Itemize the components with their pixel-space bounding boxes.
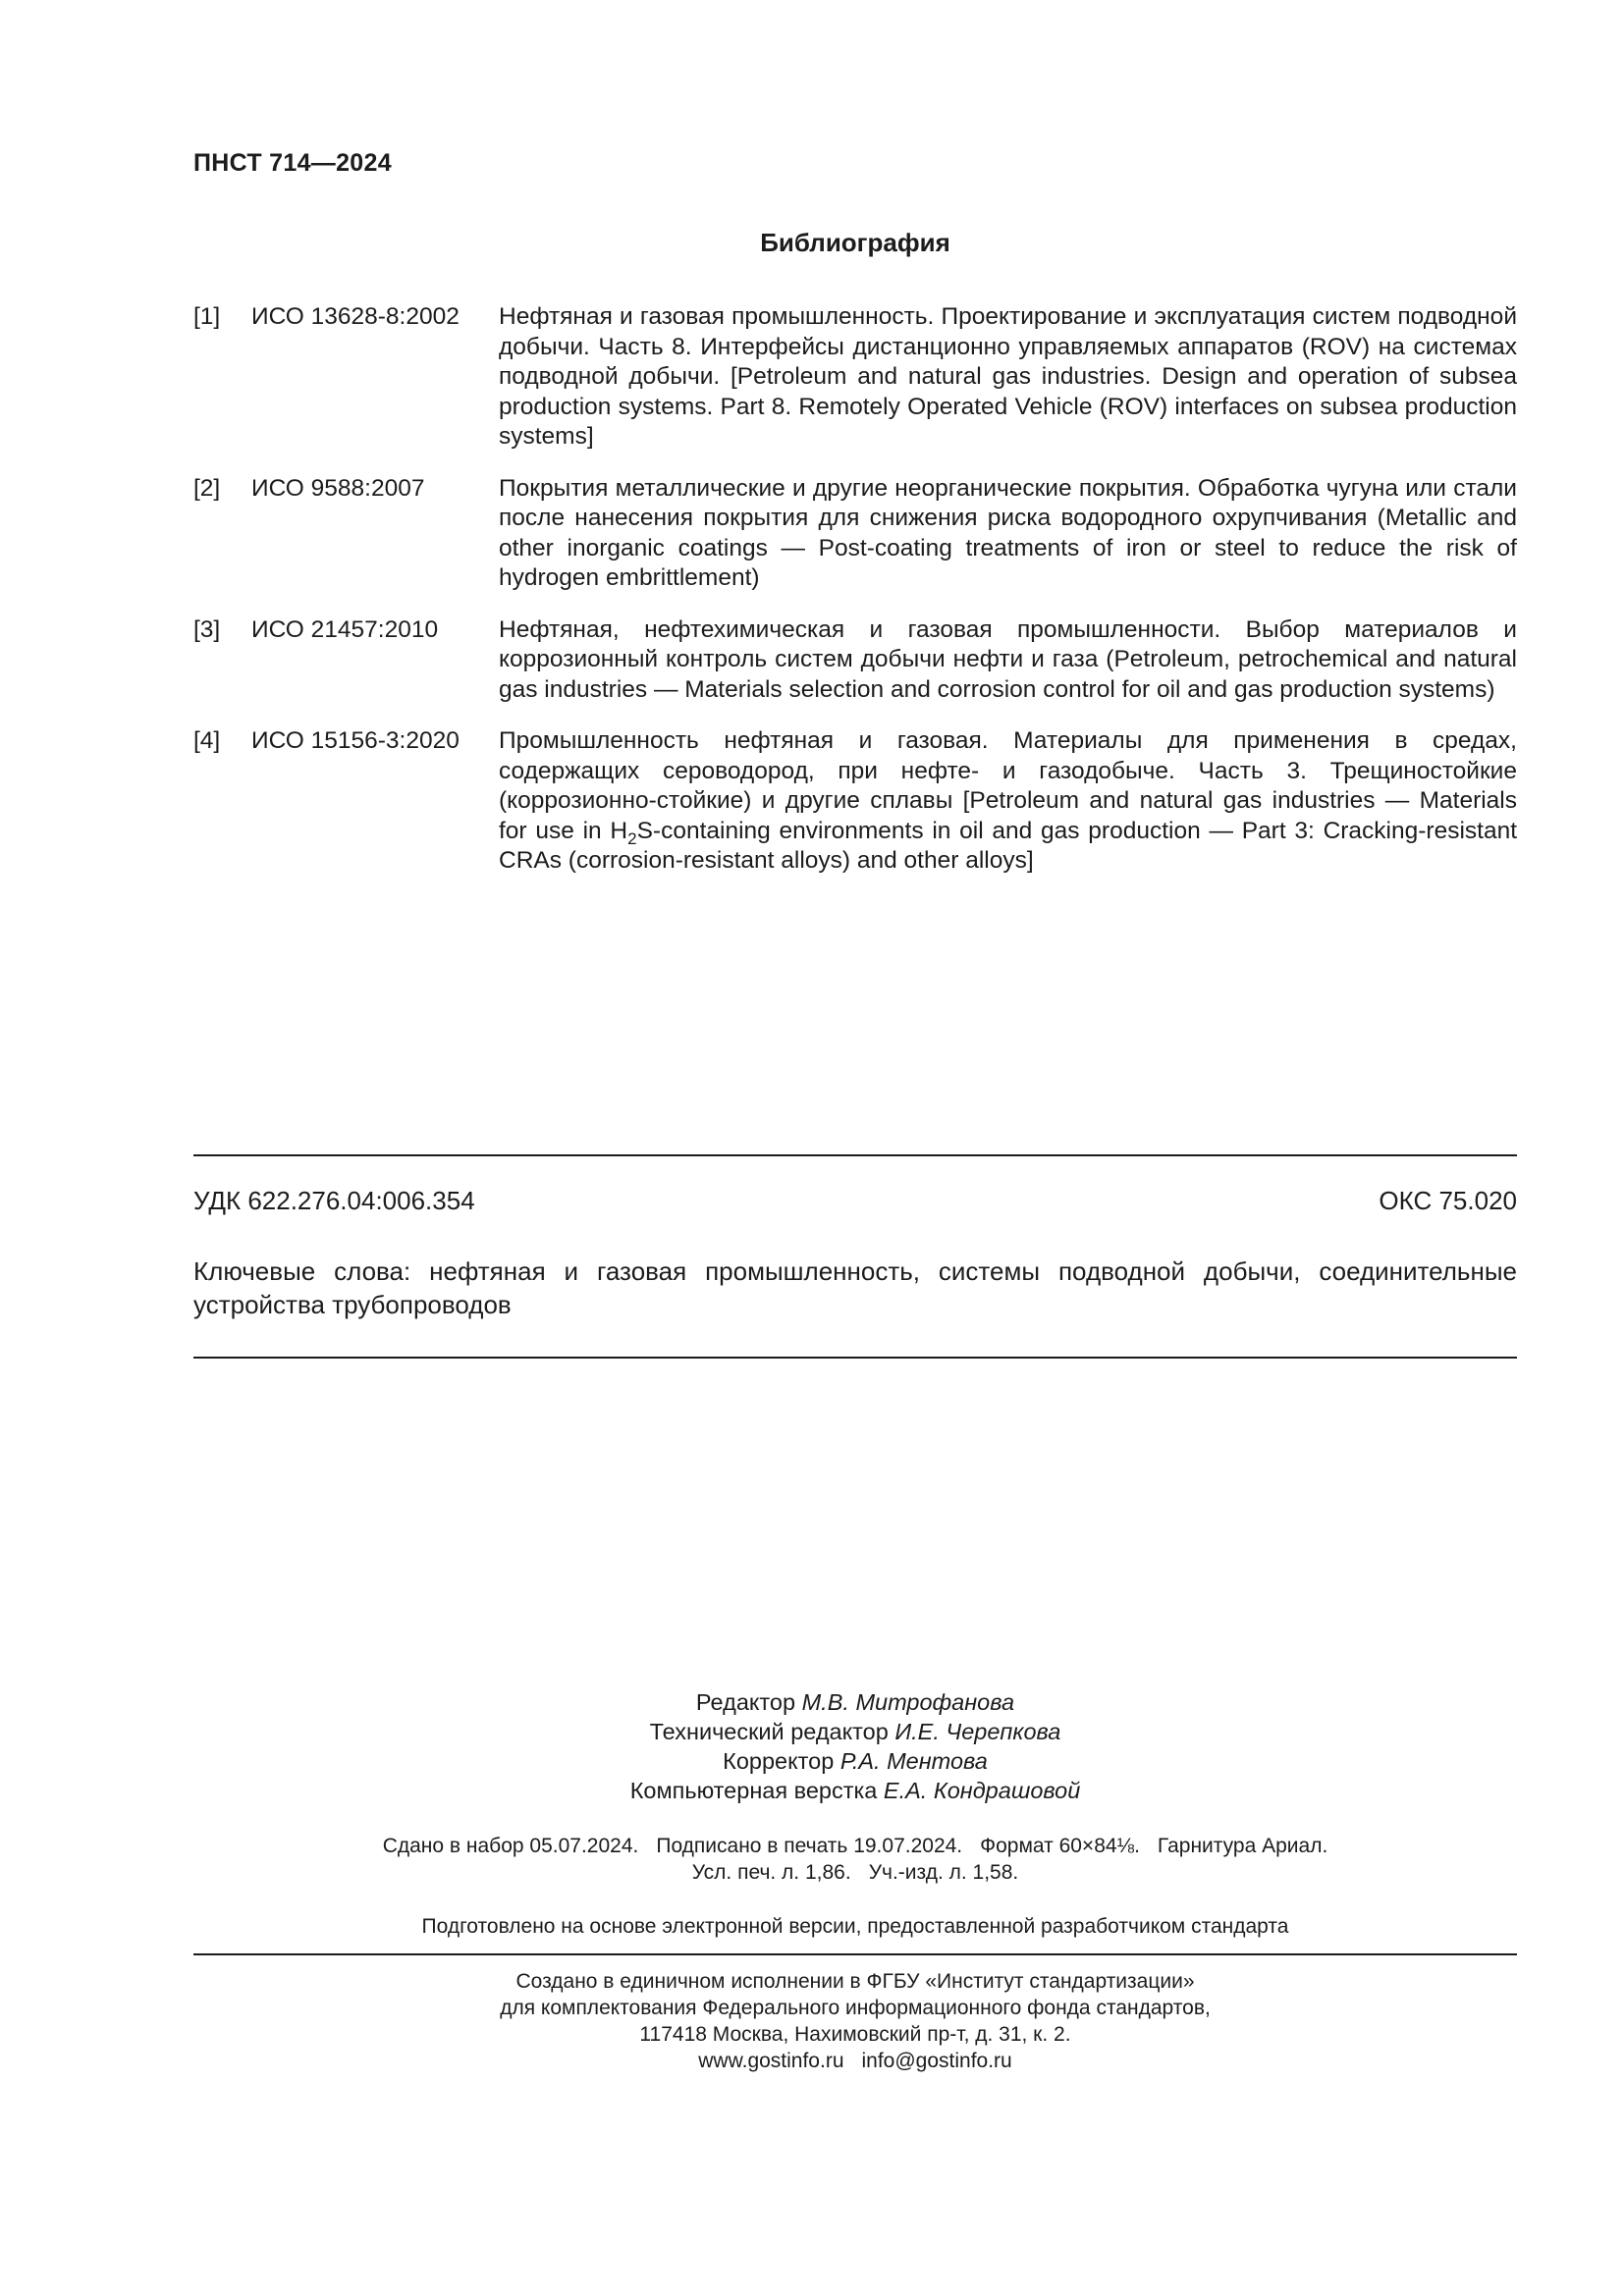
print-info-line	[193, 1833, 1517, 1859]
credit-name: Е.А. Кондрашовой	[883, 1778, 1081, 1803]
credit-role: Редактор	[695, 1689, 796, 1715]
credit-name: М.В. Митрофанова	[801, 1689, 1015, 1715]
submitted-date: Сдано в набор 05.07.2024.	[382, 1835, 639, 1857]
bibliography-list	[193, 302, 1517, 898]
divider	[193, 1154, 1517, 1156]
signed-date: Подписано в печать 19.07.2024.	[656, 1835, 963, 1857]
entry-number: [3]	[193, 615, 221, 643]
publisher-block	[193, 1968, 1517, 2074]
print-info-line	[193, 1859, 1517, 1886]
credit-name: И.Е. Черепкова	[894, 1719, 1061, 1744]
divider	[193, 1357, 1517, 1359]
entry-title	[499, 726, 1517, 877]
publisher-sheets: Уч.-изд. л. 1,58.	[868, 1861, 1019, 1884]
paper-format: Формат 60×84⅛.	[980, 1835, 1140, 1857]
bibliography-entry	[193, 474, 1517, 594]
entry-title-part: Промышленность нефтяная и газовая. Материалы для применения в средах, содержащих сероводород, при нефте- и газодобыче. Часть 3. Трещиностойкие (коррозионно-стойкие) и другие сплавы [Petroleum and natural gas industries — Materials for use in H	[499, 727, 1517, 844]
credit-line	[193, 1717, 1517, 1746]
divider	[193, 1953, 1517, 1955]
oks-code: ОКС 75.020	[1379, 1186, 1517, 1215]
credit-line	[193, 1776, 1517, 1805]
bibliography-entry	[193, 302, 1517, 453]
credit-role: Корректор	[723, 1748, 835, 1774]
publisher-address: 117418 Москва, Нахимовский пр-т, д. 31, к. 2.	[639, 2023, 1071, 2046]
credit-role: Технический редактор	[649, 1719, 889, 1744]
entry-number: [2]	[193, 474, 221, 502]
publisher-line: Создано в единичном исполнении в ФГБУ «Институт стандартизации»	[515, 1970, 1195, 1993]
entry-standard-code: ИСО 9588:2007	[251, 474, 425, 502]
entry-title-part: S-containing environments in oil and gas production — Part 3: Cracking-resistant CRAs (corrosion-resistant alloys) and other alloys]	[499, 817, 1518, 874]
entry-title: Нефтяная, нефтехимическая и газовая промышленности. Выбор материалов и коррозионный контроль систем добычи нефти и газа (Petroleum, petrochemical and natural gas industries — Materials selection and corrosion control for oil and gas production systems)	[499, 615, 1517, 703]
publisher-contacts	[193, 2048, 1517, 2074]
entry-number: [4]	[193, 727, 221, 754]
credit-line	[193, 1746, 1517, 1776]
document-code: ПНСТ 714—2024	[193, 149, 392, 177]
website-link[interactable]: www.gostinfo.ru	[698, 2050, 844, 2072]
bibliography-entry	[193, 615, 1517, 706]
typeface: Гарнитура Ариал.	[1157, 1835, 1328, 1857]
entry-title: Покрытия металлические и другие неорганические покрытия. Обработка чугуна или стали после нанесения покрытия для снижения риска водородного охрупчивания (Metallic and other inorganic coatings — Post-coating treatments of iron or steel to reduce the risk of hydrogen embrittlement)	[499, 474, 1517, 591]
bibliography-title: Библиография	[760, 228, 950, 257]
entry-standard-code: ИСО 15156-3:2020	[251, 727, 460, 754]
classification-row	[193, 1186, 1517, 1216]
subscript: 2	[627, 828, 637, 848]
email-link[interactable]: info@gostinfo.ru	[861, 2050, 1012, 2072]
prepared-note: Подготовлено на основе электронной версии, предоставленной разработчиком стандарта	[421, 1915, 1289, 1938]
entry-number: [1]	[193, 303, 221, 330]
bibliography-entry	[193, 726, 1517, 877]
credit-name: Р.А. Ментова	[839, 1748, 988, 1774]
print-sheets: Усл. печ. л. 1,86.	[691, 1861, 851, 1884]
entry-title: Нефтяная и газовая промышленность. Проектирование и эксплуатация систем подводной добычи. Часть 8. Интерфейсы дистанционно управляемых аппаратов (ROV) на системах подводной добычи. [Petroleum and natural gas industries. Design and operation of subsea production systems. Part 8. Remotely Operated Vehicle (ROV) interfaces on subsea production systems]	[499, 303, 1517, 450]
entry-standard-code: ИСО 13628-8:2002	[251, 303, 460, 330]
entry-standard-code: ИСО 21457:2010	[251, 615, 439, 643]
udk-code: УДК 622.276.04:006.354	[193, 1186, 475, 1215]
credits-block	[193, 1687, 1517, 1805]
credit-line	[193, 1687, 1517, 1717]
keywords: Ключевые слова: нефтяная и газовая промышленность, системы подводной добычи, соединительные устройства трубопроводов	[193, 1256, 1517, 1319]
print-info	[193, 1833, 1517, 1886]
credit-role: Компьютерная верстка	[629, 1778, 878, 1803]
publisher-line: для комплектования Федерального информационного фонда стандартов,	[500, 1997, 1211, 2019]
